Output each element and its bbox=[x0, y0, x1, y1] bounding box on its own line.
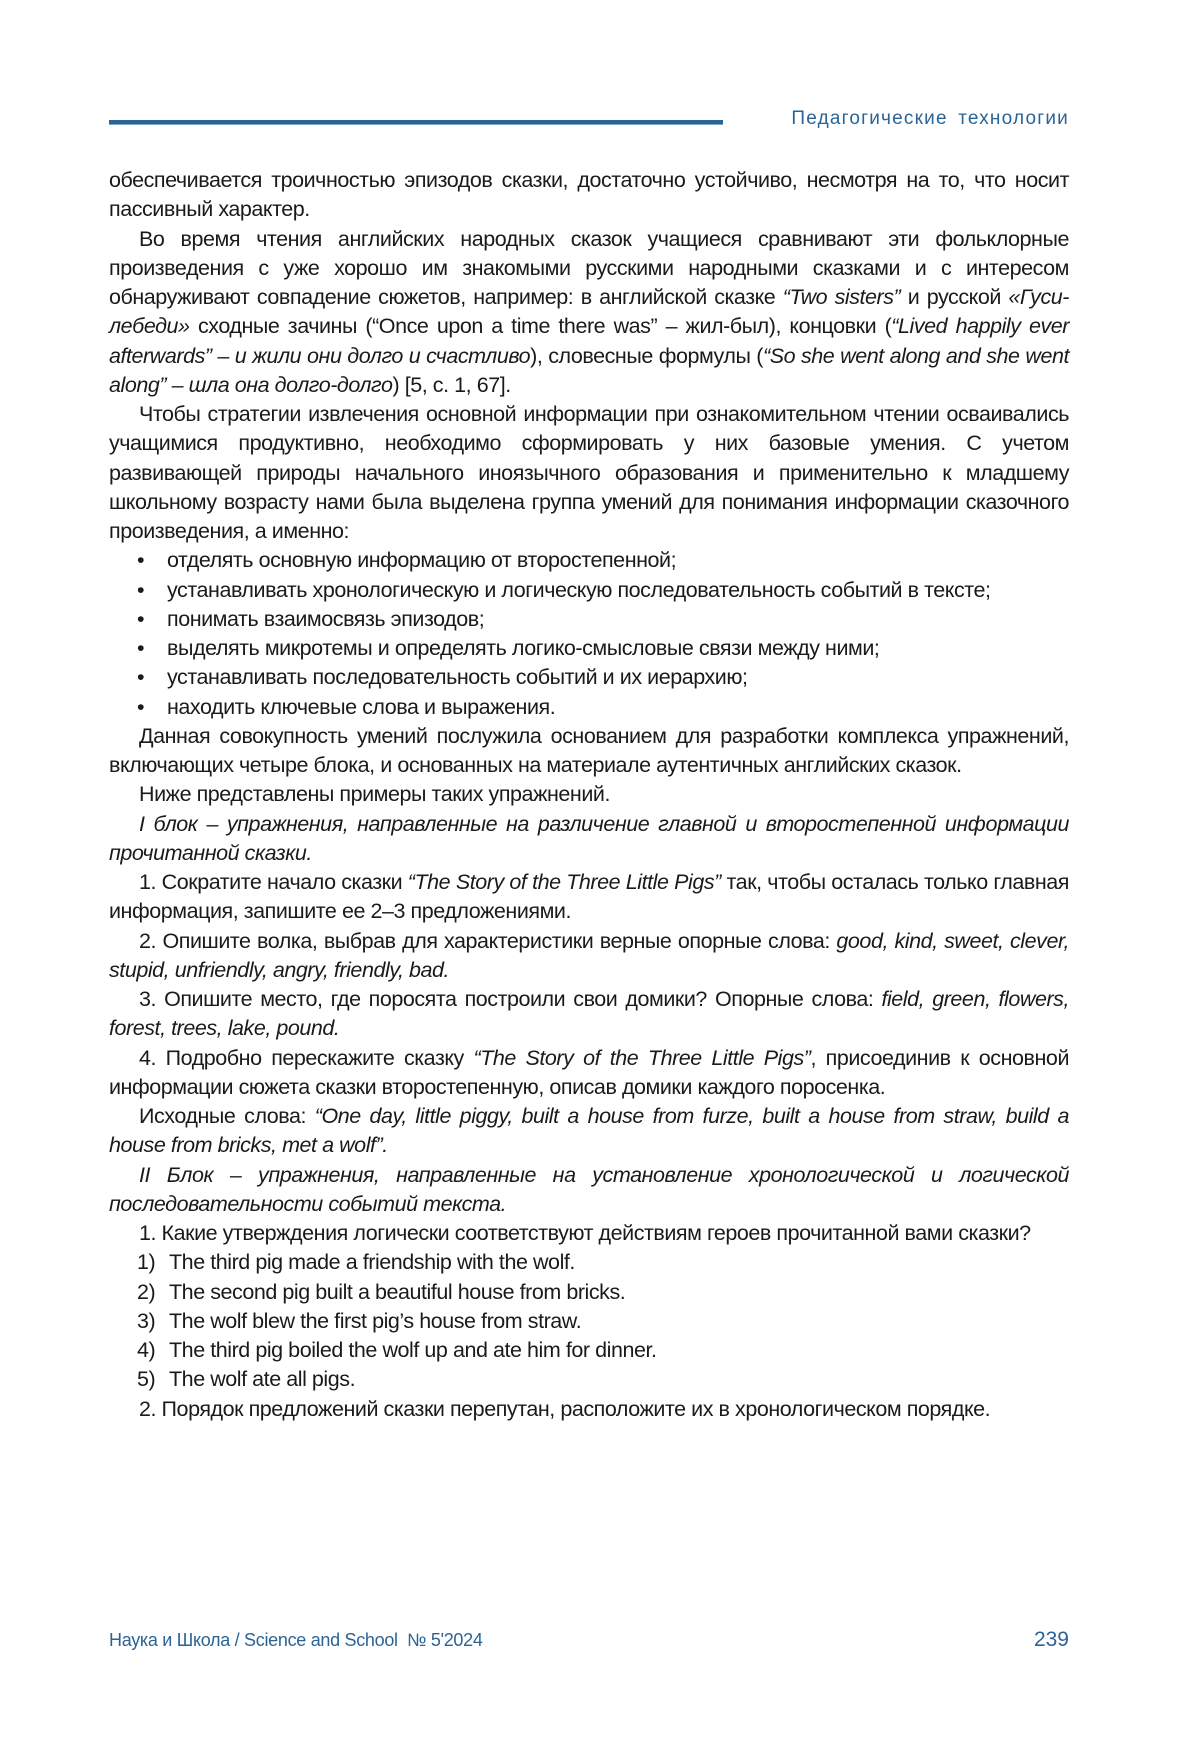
bullet-marker: • bbox=[137, 576, 144, 605]
text-run: 2. Опишите волка, выбрав для характеристики верные опорные слова: bbox=[139, 929, 836, 953]
item-number: 1) bbox=[137, 1248, 155, 1277]
paragraph bbox=[109, 868, 1069, 927]
text-run: The third pig boiled the wolf up and ate him for dinner. bbox=[169, 1338, 657, 1362]
item-number: 4) bbox=[137, 1336, 155, 1365]
text-run: выделять микротемы и определять логико-смысловые связи между ними; bbox=[167, 636, 879, 660]
bullet-item bbox=[109, 546, 1069, 575]
italic-text: «Гуси-лебеди» bbox=[109, 285, 1069, 338]
text-run: устанавливать хронологическую и логическую последовательность событий в тексте; bbox=[167, 578, 990, 602]
bullet-item bbox=[109, 605, 1069, 634]
text-run: устанавливать последовательность событий и их иерархию; bbox=[167, 665, 748, 689]
text-run: , присоединив к основной информации сюжета сказки второстепенную, описав домики каждого поросенка. bbox=[109, 1046, 1069, 1099]
text-run: 1. Сократите начало сказки bbox=[139, 870, 408, 894]
text-run: The second pig built a beautiful house from bricks. bbox=[169, 1280, 625, 1304]
text-run: Чтобы стратегии извлечения основной информации при ознакомительном чтении осваивались учащимися продуктивно, необходимо сформировать у них базовые умения. С учетом развивающей природы начального иноязычного образования и применительно к младшему школьному возрасту нами была выделена группа умений для понимания информации сказочного произведения, а именно: bbox=[109, 402, 1069, 543]
numbered-item bbox=[109, 1307, 1069, 1336]
numbered-item bbox=[109, 1248, 1069, 1277]
bullet-marker: • bbox=[137, 663, 144, 692]
italic-text: “So she went along and she went along” – шла она долго-долго bbox=[109, 344, 1069, 397]
paragraph bbox=[109, 1161, 1069, 1220]
text-run: находить ключевые слова и выражения. bbox=[167, 695, 555, 719]
italic-text: field, green, flowers, forest, trees, lake, pound. bbox=[109, 987, 1069, 1040]
article-body bbox=[109, 166, 1069, 1424]
text-run: Во время чтения английских народных сказок учащиеся сравнивают эти фольклорные произведения с уже хорошо им знакомыми русскими народными сказками и с интересом обнаруживают совпадение сюжетов, например: в английской сказке bbox=[109, 227, 1069, 310]
bullet-marker: • bbox=[137, 605, 144, 634]
text-run: Ниже представлены примеры таких упражнений. bbox=[139, 782, 610, 806]
paragraph bbox=[109, 225, 1069, 401]
text-run: так, чтобы осталась только главная информация, запишите ее 2–3 предложениями. bbox=[109, 870, 1069, 923]
bullet-item bbox=[109, 693, 1069, 722]
bullet-item bbox=[109, 634, 1069, 663]
bullet-marker: • bbox=[137, 546, 144, 575]
paragraph bbox=[109, 810, 1069, 869]
item-number: 3) bbox=[137, 1307, 155, 1336]
italic-text: I блок – упражнения, направленные на различение главной и второстепенной информации прочитанной сказки. bbox=[109, 812, 1069, 865]
running-header bbox=[109, 108, 1069, 132]
italic-text: “Lived happily ever afterwards” – и жили они долго и счастливо bbox=[109, 314, 1069, 367]
paragraph bbox=[109, 1395, 1069, 1424]
bullet-item bbox=[109, 576, 1069, 605]
item-number: 2) bbox=[137, 1278, 155, 1307]
text-run: обеспечивается троичностью эпизодов сказки, достаточно устойчиво, несмотря на то, что носит пассивный характер. bbox=[109, 168, 1069, 221]
text-run: 4. Подробно перескажите сказку bbox=[139, 1046, 473, 1070]
italic-text: “One day, little piggy, built a house from furze, built a house from straw, build a house from bricks, met a wolf”. bbox=[109, 1104, 1069, 1157]
text-run: 1. Какие утверждения логически соответствуют действиям героев прочитанной вами сказки? bbox=[139, 1221, 1031, 1245]
paragraph bbox=[109, 1044, 1069, 1103]
paragraph bbox=[109, 166, 1069, 225]
italic-text: good, kind, sweet, clever, stupid, unfriendly, angry, friendly, bad. bbox=[109, 929, 1069, 982]
numbered-item bbox=[109, 1278, 1069, 1307]
text-run: ) [5, с. 1, 67]. bbox=[392, 373, 510, 397]
italic-text: II Блок – упражнения, направленные на установление хронологической и логической последовательности событий текста. bbox=[109, 1163, 1069, 1216]
text-run: The wolf blew the first pig’s house from straw. bbox=[169, 1309, 581, 1333]
numbered-item bbox=[109, 1336, 1069, 1365]
paragraph bbox=[109, 400, 1069, 546]
paragraph bbox=[109, 1102, 1069, 1161]
paragraph bbox=[109, 985, 1069, 1044]
journal-name: Наука и Школа / Science and School № 5'2024 bbox=[109, 1630, 483, 1651]
paragraph bbox=[109, 927, 1069, 986]
text-run: сходные зачины (“Once upon a time there was” – жил-был), концовки ( bbox=[190, 314, 892, 338]
text-run: Данная совокупность умений послужила основанием для разработки комплекса упражнений, включающих четыре блока, и основанных на материале аутентичных английских сказок. bbox=[109, 724, 1069, 777]
italic-text: “The Story of the Three Little Pigs” bbox=[473, 1046, 810, 1070]
bullet-marker: • bbox=[137, 634, 144, 663]
italic-text: “The Story of the Three Little Pigs” bbox=[408, 870, 721, 894]
text-run: Исходные слова: bbox=[139, 1104, 315, 1128]
text-run: ), словесные формулы ( bbox=[530, 344, 763, 368]
text-run: понимать взаимосвязь эпизодов; bbox=[167, 607, 484, 631]
italic-text: “Two sisters” bbox=[783, 285, 901, 309]
paragraph bbox=[109, 780, 1069, 809]
text-run: The third pig made a friendship with the wolf. bbox=[169, 1250, 575, 1274]
bullet-item bbox=[109, 663, 1069, 692]
text-run: The wolf ate all pigs. bbox=[169, 1367, 355, 1391]
paragraph bbox=[109, 1219, 1069, 1248]
text-run: отделять основную информацию от второстепенной; bbox=[167, 548, 676, 572]
numbered-item bbox=[109, 1365, 1069, 1394]
text-run: 2. Порядок предложений сказки перепутан, расположите их в хронологическом порядке. bbox=[139, 1397, 990, 1421]
header-rule bbox=[109, 120, 723, 125]
section-title: Педагогические технологии bbox=[791, 108, 1069, 130]
text-run: и русской bbox=[900, 285, 1008, 309]
bullet-marker: • bbox=[137, 693, 144, 722]
page-number: 239 bbox=[1034, 1628, 1069, 1652]
text-run: 3. Опишите место, где поросята построили свои домики? Опорные слова: bbox=[139, 987, 881, 1011]
item-number: 5) bbox=[137, 1365, 155, 1394]
paragraph bbox=[109, 722, 1069, 781]
